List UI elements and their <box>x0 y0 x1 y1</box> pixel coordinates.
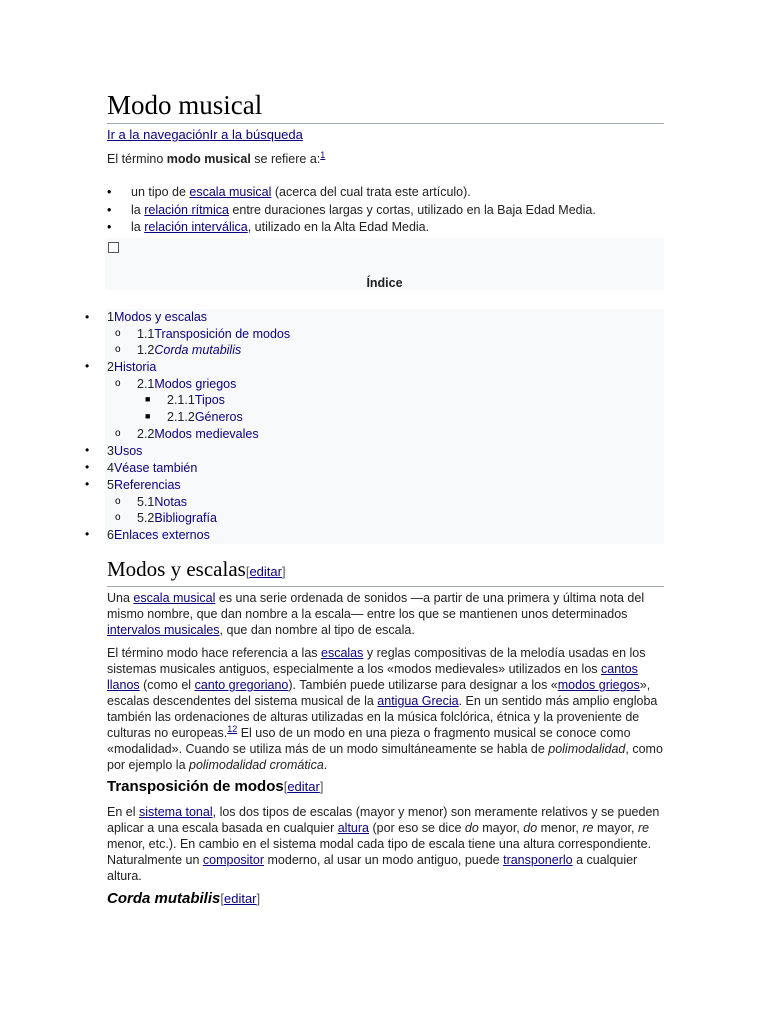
compositor-link[interactable]: compositor <box>202 853 265 867</box>
list-item: • un tipo de escala musical (acerca del cual trata este artículo). <box>107 184 596 202</box>
paragraph: Una escala musical es una serie ordenada de sonidos —a partir de una primera y última nota del mismo nombre, que dan nombre a la escala— entre los que se mantienen unos determinados intervalos musicales, que dan nombre al tipo de escala. <box>107 591 645 637</box>
toc-item[interactable]: 2Historia <box>107 360 157 374</box>
toc-item[interactable]: 1.1Transposición de modos <box>137 327 291 341</box>
relacion-ritmica-link[interactable]: relación rítmica <box>144 202 229 217</box>
edit-section-link[interactable]: editar <box>287 779 320 794</box>
skip-links <box>107 127 303 142</box>
bullet-disc-icon: • <box>85 477 90 491</box>
bullet-circle-icon: o <box>115 378 121 389</box>
toc-item[interactable]: 2.2Modos medievales <box>137 427 259 441</box>
toc-item[interactable]: 6Enlaces externos <box>107 528 210 542</box>
edit-section-link[interactable]: editar <box>223 891 257 906</box>
list-item: • la relación interválica, utilizado en la Alta Edad Media. <box>107 219 596 237</box>
escala-musical-link[interactable]: escala musical <box>189 185 272 199</box>
section-heading-transposicion: Transposición de modos[editar] <box>107 778 324 795</box>
toc-item[interactable]: 3Usos <box>107 444 143 458</box>
toc-item[interactable]: 2.1.1Tipos <box>167 393 225 407</box>
toc-item[interactable]: 2.1Modos griegos <box>137 377 237 391</box>
escalas-link[interactable]: escalas <box>321 646 364 660</box>
toc-item[interactable]: 5.1Notas <box>137 495 188 509</box>
list-item: • la relación rítmica entre duraciones largas y cortas, utilizado en la Baja Edad Media. <box>107 202 596 220</box>
antigua-grecia-link[interactable]: antigua Grecia <box>377 694 459 708</box>
reference-link[interactable]: 1 <box>320 149 326 160</box>
intro-paragraph <box>107 151 667 167</box>
toc-item[interactable]: 2.1.2Géneros <box>167 410 243 424</box>
escala-musical-link[interactable]: escala musical <box>133 591 216 605</box>
transponerlo-link[interactable]: transponerlo <box>503 853 573 867</box>
toc-item[interactable]: 4Véase también <box>107 461 198 475</box>
bullet-circle-icon: o <box>115 344 121 355</box>
bullet-disc-icon: • <box>85 443 90 457</box>
canto-gregoriano-link[interactable]: canto gregoriano <box>194 678 289 692</box>
reference-link[interactable]: 12 <box>227 723 238 734</box>
disambiguation-list <box>107 184 596 237</box>
bullet-disc-icon: • <box>85 527 90 541</box>
intro-text: El término <box>107 152 167 166</box>
edit-section-control: [editar] <box>220 891 261 906</box>
edit-section-control: [editar] <box>283 779 324 794</box>
toc-title: Índice <box>366 276 403 290</box>
toc-item[interactable]: 5.2Bibliografía <box>137 511 217 525</box>
sistema-tonal-link[interactable]: sistema tonal <box>138 805 213 819</box>
page-title: Modo musical <box>107 88 664 124</box>
toc-toggle-checkbox[interactable] <box>108 242 119 253</box>
bullet-disc-icon: • <box>85 460 90 474</box>
intervalos-musicales-link[interactable]: intervalos musicales <box>107 623 220 637</box>
section-heading-corda-mutabilis: Corda mutabilis[editar] <box>107 890 261 907</box>
section-heading-modos-y-escalas: Modos y escalas[editar] <box>107 556 664 587</box>
intro-bold-term: modo musical <box>166 152 251 166</box>
bullet-circle-icon: o <box>115 496 121 507</box>
modos-griegos-link[interactable]: modos griegos <box>557 678 640 692</box>
bullet-circle-icon: o <box>115 328 121 339</box>
toc-item[interactable]: 1Modos y escalas <box>107 310 208 324</box>
paragraph: En el sistema tonal, los dos tipos de escalas (mayor y menor) son meramente relativos y se pueden aplicar a una escala basada en cualquier altura (por eso se dice do mayor, do menor, re mayor, re menor, etc.). En cambio en el sistema modal cada tipo de escala tiene una altura correspondiente. Naturalmente un compositor moderno, al usar un modo antiguo, puede transponerlo a cualquier altura. <box>107 805 660 883</box>
toc-item[interactable]: 1.2Corda mutabilis <box>137 343 242 357</box>
bullet-disc-icon: • <box>85 310 90 324</box>
bullet-square-icon: ■ <box>145 394 151 404</box>
skip-to-search-link[interactable]: Ir a la búsqueda <box>209 127 303 142</box>
skip-to-navigation-link[interactable]: Ir a la navegación <box>107 127 210 142</box>
cantos-llanos-link[interactable]: cantos llanos <box>107 662 638 692</box>
altura-link[interactable]: altura <box>337 821 369 835</box>
edit-section-control: [editar] <box>245 564 286 579</box>
bullet-square-icon: ■ <box>145 411 151 421</box>
paragraph: El término modo hace referencia a las escalas y reglas compositivas de la melodía usadas en los sistemas musicales antiguos, especialmente a los «modos medievales» utilizados en los cantos llanos (como el canto gregoriano). También puede utilizarse para designar a los «modos griegos», escalas descendentes del sistema musical de la antigua Grecia. En un sentido más amplio engloba también las ordenaciones de alturas utilizadas en la música folclórica, étnica y la proveniente de culturas no europeas.$^{12}$ El uso de un modo en una pieza o fragmento musical se conoce como «modalidad». Cuando se utiliza más de un modo simultáneamente se habla de polimodalidad, como por ejemplo la polimodalidad cromática. <box>107 646 663 772</box>
intro-text-end: se refiere a: <box>250 152 321 166</box>
edit-section-link[interactable]: editar <box>249 564 282 579</box>
bullet-circle-icon: o <box>115 512 121 523</box>
bullet-circle-icon: o <box>115 428 121 439</box>
toc-item[interactable]: 5Referencias <box>107 478 181 492</box>
relacion-intervalica-link[interactable]: relación interválica <box>144 220 248 234</box>
bullet-disc-icon: • <box>85 359 90 373</box>
